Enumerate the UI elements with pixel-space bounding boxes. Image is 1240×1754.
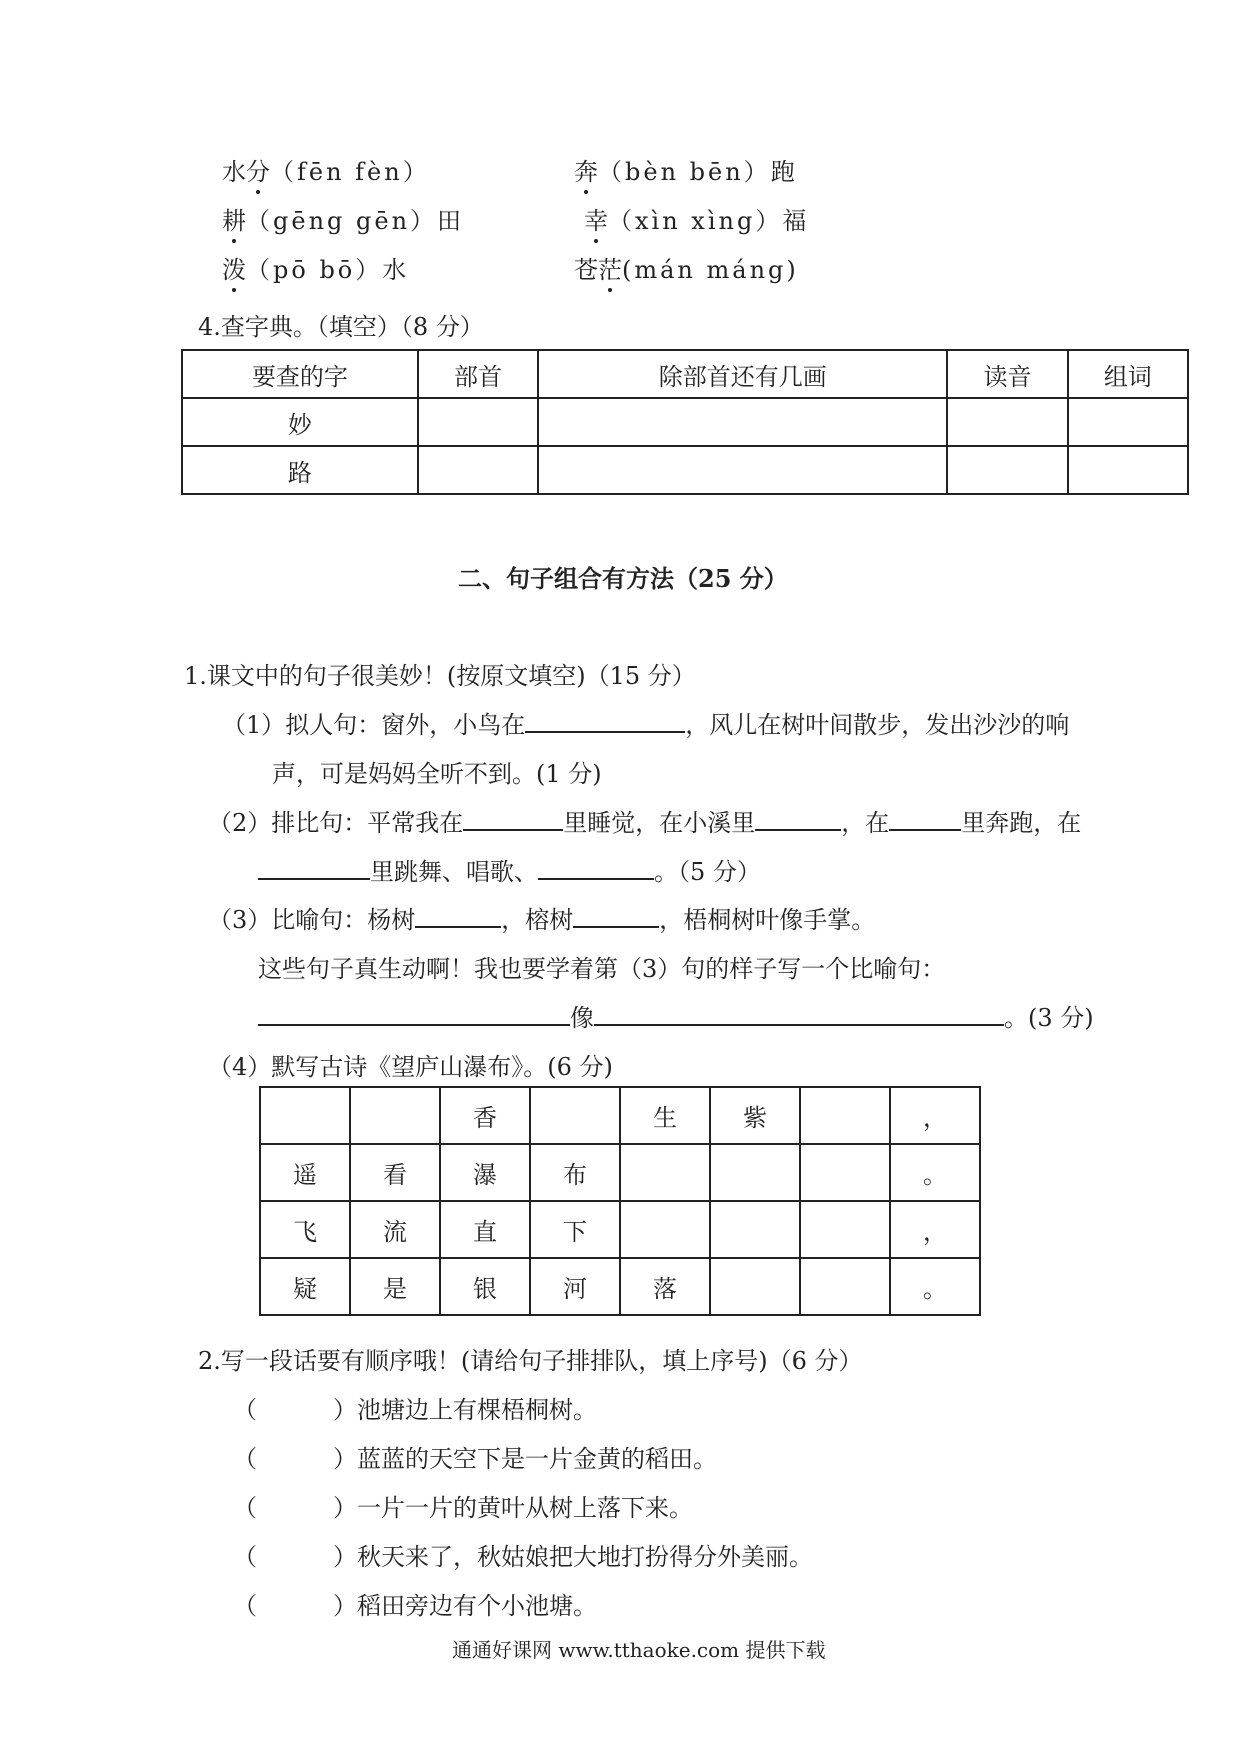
poem-row xyxy=(260,1258,980,1315)
dotted-char: 奔 xyxy=(574,152,598,187)
poem-cell: 直 xyxy=(440,1201,530,1258)
poem-cell[interactable] xyxy=(260,1087,350,1144)
answer-blank[interactable] xyxy=(258,1002,570,1026)
q1-title: 1.课文中的句子很美妙！(按原文填空)（15 分） xyxy=(184,662,696,690)
poem-cell: 紫 xyxy=(710,1087,800,1144)
order-item: （ ）秋天来了，秋姑娘把大地打扮得分外美丽。 xyxy=(233,1543,813,1571)
answer-blank[interactable] xyxy=(573,904,659,928)
answer-cell[interactable] xyxy=(538,446,947,494)
poem-cell: 河 xyxy=(530,1258,620,1315)
poem-cell[interactable] xyxy=(620,1144,710,1201)
answer-cell[interactable] xyxy=(947,398,1067,446)
poem-cell[interactable] xyxy=(800,1144,890,1201)
answer-blank[interactable] xyxy=(258,856,370,880)
poem-cell[interactable] xyxy=(710,1144,800,1201)
answer-cell[interactable] xyxy=(418,398,538,446)
poem-cell: 看 xyxy=(350,1144,440,1201)
poem-cell[interactable] xyxy=(530,1087,620,1144)
table-header: 要查的字 xyxy=(182,350,418,398)
answer-cell[interactable] xyxy=(418,446,538,494)
pinyin-item: 奔（bèn bēn）跑 xyxy=(574,152,795,187)
table-cell: 路 xyxy=(182,446,418,494)
answer-blank[interactable] xyxy=(525,709,685,733)
poem-cell: ， xyxy=(890,1087,980,1144)
answer-blank[interactable] xyxy=(415,904,501,928)
dictionary-table xyxy=(181,349,1189,495)
poem-cell[interactable] xyxy=(800,1258,890,1315)
q1-s1-line2: 声，可是妈妈全听不到。(1 分) xyxy=(272,760,602,788)
poem-cell[interactable] xyxy=(620,1201,710,1258)
poem-cell: ， xyxy=(890,1201,980,1258)
poem-cell: 疑 xyxy=(260,1258,350,1315)
q1-s2: （2）排比句：平常我在 里睡觉，在小溪里 ，在 里奔跑，在 xyxy=(208,809,1082,837)
order-item: （ ）稻田旁边有个小池塘。 xyxy=(233,1592,597,1620)
poem-cell: 布 xyxy=(530,1144,620,1201)
poem-cell[interactable] xyxy=(800,1201,890,1258)
table-cell: 妙 xyxy=(182,398,418,446)
pinyin-item: 泼（pō bō）水 xyxy=(222,250,406,285)
table-header: 除部首还有几画 xyxy=(538,350,947,398)
dotted-char: 泼 xyxy=(222,250,246,285)
table-header: 组词 xyxy=(1068,350,1188,398)
poem-cell: 落 xyxy=(620,1258,710,1315)
answer-blank[interactable] xyxy=(463,807,563,831)
pinyin-item: 苍茫(mán máng) xyxy=(574,250,799,285)
q1-s1: （1）拟人句：窗外，小鸟在 ，风儿在树叶间散步，发出沙沙的响 xyxy=(222,711,1070,739)
q4-title: 4.查字典。（填空）（8 分） xyxy=(198,313,484,341)
poem-cell[interactable] xyxy=(710,1201,800,1258)
dotted-char: 幸 xyxy=(584,201,608,236)
answer-cell[interactable] xyxy=(538,398,947,446)
dotted-char: 茫 xyxy=(598,250,622,285)
answer-cell[interactable] xyxy=(1068,398,1188,446)
poem-cell[interactable] xyxy=(710,1258,800,1315)
dotted-char: 耕 xyxy=(222,201,246,236)
table-row xyxy=(182,398,1188,446)
poem-row xyxy=(260,1201,980,1258)
poem-cell: 。 xyxy=(890,1258,980,1315)
poem-cell: 是 xyxy=(350,1258,440,1315)
q1-s4: （4）默写古诗《望庐山瀑布》。(6 分) xyxy=(208,1053,613,1081)
q2-title: 2.写一段话要有顺序哦！(请给句子排排队，填上序号)（6 分） xyxy=(198,1347,863,1375)
poem-cell: 飞 xyxy=(260,1201,350,1258)
poem-cell: 。 xyxy=(890,1144,980,1201)
poem-cell: 遥 xyxy=(260,1144,350,1201)
poem-cell: 香 xyxy=(440,1087,530,1144)
answer-blank[interactable] xyxy=(594,1002,1004,1026)
answer-blank[interactable] xyxy=(889,807,961,831)
q1-s2-line2: 里跳舞、唱歌、 。（5 分） xyxy=(258,852,761,887)
pinyin-item: 幸（xìn xìng）福 xyxy=(584,201,806,236)
order-item: （ ）蓝蓝的天空下是一片金黄的稻田。 xyxy=(233,1445,717,1473)
answer-cell[interactable] xyxy=(947,446,1067,494)
q1-s3-line2: 这些句子真生动啊！我也要学着第（3）句的样子写一个比喻句： xyxy=(258,955,946,983)
pinyin-item: 耕（gēng gēn）田 xyxy=(222,201,461,236)
poem-cell[interactable] xyxy=(800,1087,890,1144)
answer-cell[interactable] xyxy=(1068,446,1188,494)
table-header-row xyxy=(182,350,1188,398)
poem-cell: 瀑 xyxy=(440,1144,530,1201)
table-row xyxy=(182,446,1188,494)
answer-blank[interactable] xyxy=(755,807,841,831)
poem-cell: 生 xyxy=(620,1087,710,1144)
poem-cell: 下 xyxy=(530,1201,620,1258)
order-item: （ ）一片一片的黄叶从树上落下来。 xyxy=(233,1494,693,1522)
q1-s3: （3）比喻句：杨树 ，榕树 ，梧桐树叶像手掌。 xyxy=(208,906,876,934)
order-item: （ ）池塘边上有棵梧桐树。 xyxy=(233,1396,597,1424)
poem-grid xyxy=(259,1086,981,1316)
answer-blank[interactable] xyxy=(538,856,654,880)
poem-cell: 流 xyxy=(350,1201,440,1258)
poem-row xyxy=(260,1087,980,1144)
poem-row xyxy=(260,1144,980,1201)
table-header: 部首 xyxy=(418,350,538,398)
table-header: 读音 xyxy=(947,350,1067,398)
q1-s3-line3: 像 。(3 分) xyxy=(258,998,1094,1033)
dotted-char: 分 xyxy=(246,152,270,187)
poem-cell: 银 xyxy=(440,1258,530,1315)
pinyin-item: 水分（fēn fèn） xyxy=(222,152,430,187)
poem-cell[interactable] xyxy=(350,1087,440,1144)
section-title: 二、句子组合有方法（25 分） xyxy=(458,564,788,593)
page-footer: 通通好课网 www.tthaoke.com 提供下载 xyxy=(452,1638,826,1662)
